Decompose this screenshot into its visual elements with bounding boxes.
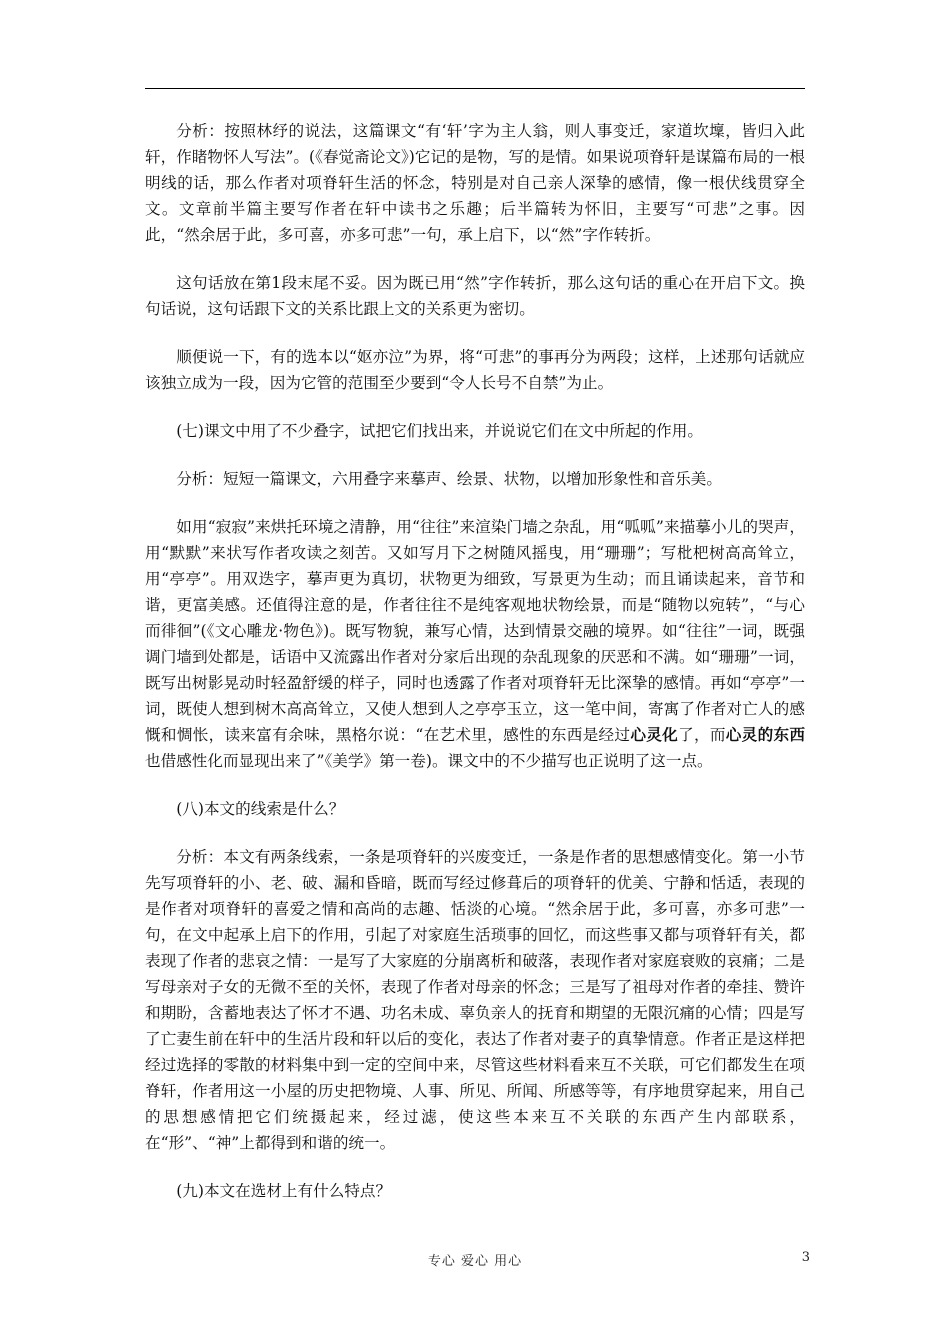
paragraph-repetition-examples	[145, 514, 805, 774]
question-seven: (七)课文中用了不少叠字，试把它们找出来，并说说它们在文中所起的作用。	[176, 422, 703, 440]
bold-term-spiritual-things: 心灵的东西	[725, 726, 805, 744]
paragraph-placement: 这句话放在第1段末尾不妥。因为既已用“然”字作转折，那么这句话的重心在开启下文。换句话说，这句话跟下文的关系比跟上文的关系更为密切。	[145, 274, 805, 318]
text-run: 也借感性化而显现出来了”《美学》第一卷)。课文中的不少描写也正说明了这一点。	[145, 752, 713, 770]
paragraph-analysis-clues: 分析：本文有两条线索，一条是项脊轩的兴废变迁，一条是作者的思想感情变化。第一小节先写项脊轩的小、老、破、漏和昏暗，既而写经过修葺后的项脊轩的优美、宁静和恬适，表现的是作者对项脊轩的喜爱之情和高尚的志趣、恬淡的心境。“然余居于此，多可喜，亦多可悲”一句，在文中起承上启下的作用，引起了对家庭生活琐事的回忆，而这些事又都与项脊轩有关，都表现了作者的悲哀之情：一是写了大家庭的分崩离析和破落，表现作者对家庭衰败的哀痛；二是写母亲对子女的无微不至的关怀，表现了作者对母亲的怀念；三是写了祖母对作者的牵挂、赞许和期盼，含蓄地表达了怀才不遇、功名未成、辜负亲人的抚育和期望的无限沉痛的心情；四是写了亡妻生前在轩中的生活片段和轩以后的变化，表达了作者对妻子的真挚情意。作者正是这样把经过选择的零散的材料集中到一定的空间中来，尽管这些材料看来互不关联，可它们都发生在项脊轩，作者用这一小屋的历史把物境、人事、所见、所闻、所感等等，有序地贯穿起来，用自己的思想感情把它们统摄起来，经过滤，使这些本来互不关联的东西产生内部联系，在“形”、“神”上都得到和谐的统一。	[145, 848, 805, 1152]
paragraph-note: 顺便说一下，有的选本以“妪亦泣”为界，将“可悲”的事再分为两段；这样，上述那句话就应该独立成为一段，因为它管的范围至少要到“令人长号不自禁”为止。	[145, 348, 805, 392]
header-rule	[145, 88, 805, 89]
page-number: 3	[801, 1250, 810, 1265]
text-run: 了，而	[678, 726, 726, 744]
question-eight: (八)本文的线索是什么？	[176, 800, 345, 818]
document-body	[145, 118, 805, 1226]
text-run: 如用“寂寂”来烘托环境之清静，用“往往”来渲染门墙之杂乱，用“呱呱”来描摹小儿的哭声，用“默默”来状写作者攻读之刻苦。又如写月下之树随风摇曳，用“珊珊”；写枇杷树高高耸立，用“亭亭”。用双迭字，摹声更为真切，状物更为细致，写景更为生动；而且诵读起来，音节和谐，更富美感。还值得注意的是，作者往往不是纯客观地状物绘景，而是“随物以宛转”，“与心而徘徊”(《文心雕龙·物色》)。既写物貌，兼写心情，达到情景交融的境界。如“往往”一词，既强调门墙到处都是，话语中又流露出作者对分家后出现的杂乱现象的厌恶和不满。如“珊珊”一词，既写出树影晃动时轻盈舒缓的样子，同时也透露了作者对项脊轩无比深挚的感情。再如“亭亭”一词，既使人想到树木高高耸立，又使人想到人之亭亭玉立，这一笔中间，寄寓了作者对亡人的感慨和惆怅，读来富有余味，黑格尔说：“在艺术里，感性的东西是经过	[145, 518, 805, 744]
paragraph-analysis-repetition: 分析：短短一篇课文，六用叠字来摹声、绘景、状物，以增加形象性和音乐美。	[176, 470, 722, 488]
footer-motto: 专心 爱心 用心	[427, 1254, 523, 1269]
bold-term-spiritualized: 心灵化	[630, 726, 679, 744]
question-nine: (九)本文在选材上有什么特点？	[176, 1182, 392, 1200]
paragraph-analysis-intro: 分析：按照林纾的说法，这篇课文“有‘轩’字为主人翁，则人事变迁，家道坎壈，皆归入此轩，作睹物怀人写法”。(《春觉斋论文》)它记的是物，写的是情。如果说项脊轩是谋篇布局的一根明线的话，那么作者对项脊轩生活的怀念，特别是对自己亲人深挚的感情，像一根伏线贯穿全文。文章前半篇主要写作者在轩中读书之乐趣；后半篇转为怀旧，主要写“可悲”之事。因此，“然余居于此，多可喜，亦多可悲”一句，承上启下，以“然”字作转折。	[145, 122, 805, 244]
